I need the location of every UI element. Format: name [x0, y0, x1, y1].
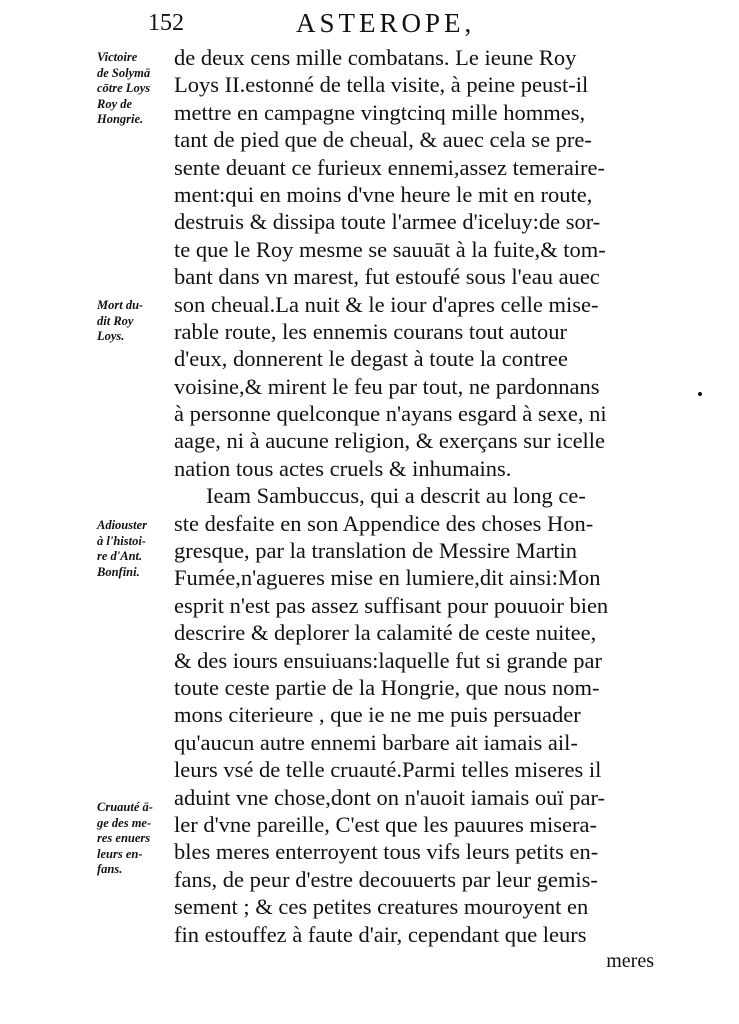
text-line: mettre en campagne vingtcinq mille hommes, [174, 99, 586, 125]
text-line: ste desfaite en son Appendice des choses Hon- [174, 510, 594, 536]
margin-note-line: leurs en- [97, 846, 143, 861]
margin-note-line: dit Roy [97, 313, 134, 328]
margin-note-death-of-king [97, 298, 173, 345]
margin-note-line: Bonfini. [97, 564, 140, 579]
text-line: fans, de peur d'estre decouuerts par leur gemis- [174, 866, 598, 892]
text-line: rable route, les ennemis courans tout autour [174, 318, 568, 344]
text-line: gresque, par la translation de Messire Martin [174, 538, 578, 564]
catchword: meres [606, 949, 654, 972]
margin-note-addition-bonfini [97, 518, 173, 580]
paragraph-first-line: Ieam Sambuccus, qui a descrit au long ce- [206, 483, 586, 509]
text-line: ler d'vne pareille, C'est que les pauures misera- [174, 811, 597, 837]
margin-note-line: ge des me- [97, 815, 152, 830]
running-title: ASTEROPE, [296, 8, 476, 38]
margin-note-line: Hongrie. [97, 112, 144, 126]
text-line: leurs vsé de telle cruauté.Parmi telles miseres il [174, 757, 602, 783]
margin-note-line: Roy de [97, 96, 133, 111]
text-line: bles meres enterroyent tous vifs leurs petits en- [174, 839, 599, 865]
margin-note-mothers [97, 800, 173, 878]
text-line: fin estouffez à faute d'air, cependant que leurs [174, 921, 587, 947]
text-line: nation tous actes cruels & inhumains. [174, 455, 512, 481]
text-line: tant de pied que de cheual, & auec cela se pre- [174, 127, 592, 153]
margin-note-line: Victoire [97, 50, 138, 64]
text-line: qu'aucun autre ennemi barbare ait iamais ail- [174, 729, 578, 755]
margin-note-line: de Solymā [97, 65, 151, 80]
text-line: son cheual.La nuit & le iour d'apres celle mise- [174, 291, 599, 317]
text-line: & des iours ensuiuans:laquelle fut si grande par [174, 647, 603, 673]
text-line: destruis & dissipa toute l'armee d'iceluy:de sor- [174, 209, 601, 235]
text-line: te que le Roy mesme se sauuāt à la fuite,& tom- [174, 236, 606, 262]
text-line: voisine,& mirent le feu par tout, ne pardonnans [174, 373, 600, 399]
text-line: aduint vne chose,dont on n'auoit iamais ouï par- [174, 784, 606, 810]
margin-note-line: Cruauté ā- [97, 800, 153, 814]
margin-note-line: Loys. [97, 329, 125, 343]
text-line: aage, ni à aucune religion, & exerçans sur icelle [174, 428, 606, 454]
margin-note-line: Adiouster [97, 518, 148, 532]
margin-note-line: res enuers [97, 831, 151, 845]
text-line: sente deuant ce furieux ennemi,assez temeraire- [174, 154, 606, 180]
text-line: à personne quelconque n'ayans esgard à sexe, ni [174, 401, 607, 427]
margin-note-line: re d'Ant. [97, 549, 143, 563]
margin-note-line: à l'histoi- [97, 533, 146, 548]
text-line: toute ceste partie de la Hongrie, que nous nom- [174, 674, 600, 700]
text-line: d'eux, donnerent le degast à toute la contree [174, 346, 568, 372]
margin-note-line: Mort du- [97, 298, 144, 312]
ink-speck [698, 392, 702, 396]
text-line: descrire & deplorer la calamité de ceste nuitee, [174, 620, 597, 646]
text-line: Fumée,n'agueres mise en lumiere,dit ainsi:Mon [174, 565, 601, 591]
margin-note-line: fans. [97, 862, 123, 876]
text-line: mons citerieure , que ie ne me puis persuader [174, 702, 581, 728]
text-line: sement ; & ces petites creatures mouroyent en [174, 894, 589, 920]
page-header [0, 4, 739, 44]
text-line: ment:qui en moins d'vne heure le mit en route, [174, 181, 593, 207]
margin-note-victory [97, 50, 173, 128]
text-line: esprit n'est pas assez suffisant pour pouuoir bien [174, 592, 609, 618]
text-line: bant dans vn marest, fut estoufé sous l'eau auec [174, 264, 600, 290]
text-line: de deux cens mille combatans. Le ieune Roy [174, 45, 577, 70]
text-line: Loys II.estonné de tella visite, à peine peust-il [174, 72, 589, 98]
page-number: 152 [148, 10, 184, 36]
body-text [174, 44, 654, 975]
margin-note-line: cōtre Loys [97, 81, 151, 95]
